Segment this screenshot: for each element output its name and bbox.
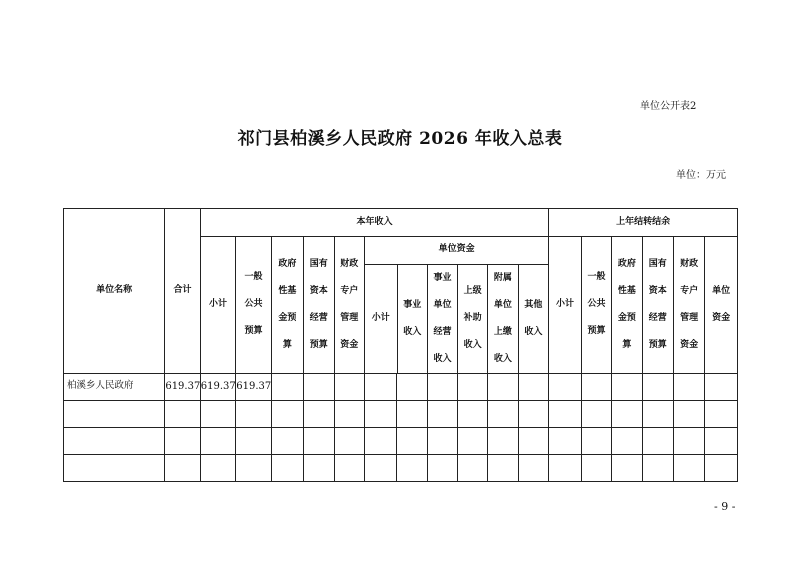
empty-cell — [673, 427, 704, 454]
header-line: 资金 — [340, 339, 359, 350]
empty-cell — [271, 454, 303, 481]
empty-cell — [364, 427, 396, 454]
empty-cell — [236, 454, 271, 481]
uf-subtotal: 小计 — [365, 264, 397, 373]
empty-cell — [705, 454, 738, 481]
empty-cell — [271, 373, 303, 400]
empty-cell — [458, 400, 488, 427]
cur-general-budget — [236, 237, 271, 374]
header-line: 资金 — [712, 312, 731, 323]
empty-row — [64, 454, 738, 481]
row-total: 619.37 — [165, 373, 200, 400]
header-line: 上缴 — [493, 326, 512, 337]
uf-operating-income — [427, 264, 457, 373]
empty-cell — [642, 454, 673, 481]
empty-row — [64, 400, 738, 427]
header-line: 政府 — [278, 258, 297, 269]
py-general-budget — [581, 237, 611, 374]
empty-cell — [581, 400, 611, 427]
uf-affiliate-payment — [488, 264, 518, 373]
uf-superior-subsidy-text — [464, 278, 482, 359]
header-line: 一般 — [587, 272, 606, 283]
uf-other-income-text — [524, 292, 542, 346]
header-line: 金预 — [617, 312, 636, 323]
header-line: 预算 — [244, 326, 263, 337]
group-current-year: 本年收入 — [200, 209, 549, 237]
empty-cell — [427, 373, 457, 400]
header-line: 经营 — [648, 312, 667, 323]
py-subtotal: 小计 — [549, 237, 581, 374]
income-summary-table — [63, 208, 738, 482]
header-line: 收入 — [524, 326, 543, 337]
header-line: 算 — [622, 339, 632, 350]
cur-state-capital-text — [310, 251, 328, 359]
header-line: 性基 — [278, 285, 297, 296]
page-number: - 9 - — [714, 500, 736, 513]
empty-cell — [549, 400, 581, 427]
header-line: 专户 — [680, 285, 699, 296]
empty-cell — [518, 454, 548, 481]
empty-cell — [705, 427, 738, 454]
header-line: 收入 — [493, 353, 512, 364]
empty-cell — [642, 373, 673, 400]
header-line: 政府 — [617, 258, 636, 269]
py-state-capital — [642, 237, 673, 374]
header-line: 算 — [282, 339, 292, 350]
empty-cell — [581, 454, 611, 481]
empty-cell — [705, 400, 738, 427]
empty-cell — [304, 373, 334, 400]
empty-cell — [165, 454, 200, 481]
header-line: 上级 — [463, 286, 482, 296]
header-line: 财政 — [680, 258, 699, 269]
table-row — [64, 373, 738, 400]
header-line: 附属 — [493, 272, 512, 283]
header-line: 国有 — [309, 258, 328, 269]
empty-cell — [334, 454, 364, 481]
header-line: 资本 — [648, 285, 667, 296]
empty-cell — [236, 400, 271, 427]
empty-cell — [397, 427, 427, 454]
header-line: 事业 — [403, 299, 422, 310]
empty-cell — [165, 400, 200, 427]
empty-cell — [64, 454, 165, 481]
row-general-budget: 619.37 — [236, 373, 271, 400]
empty-cell — [334, 373, 364, 400]
empty-cell — [488, 373, 518, 400]
unit-funds-block — [364, 237, 548, 374]
py-unit-funds-text — [712, 278, 730, 332]
cur-gov-fund — [271, 237, 303, 374]
py-special-mgmt-text — [680, 251, 698, 359]
empty-cell — [427, 427, 457, 454]
cur-subtotal: 小计 — [200, 237, 235, 374]
empty-cell — [549, 427, 581, 454]
empty-cell — [642, 400, 673, 427]
py-gov-fund — [612, 237, 642, 374]
unit-label: 单位：万元 — [676, 170, 726, 181]
header-line: 经营 — [433, 326, 452, 337]
empty-cell — [271, 427, 303, 454]
header-line: 预算 — [648, 339, 667, 350]
empty-cell — [304, 454, 334, 481]
cur-special-mgmt — [334, 237, 364, 374]
empty-cell — [200, 427, 235, 454]
empty-cell — [334, 400, 364, 427]
py-unit-funds — [705, 237, 738, 374]
empty-cell — [612, 454, 642, 481]
cur-general-budget-text — [244, 264, 262, 345]
header-line: 金预 — [278, 312, 297, 323]
empty-cell — [458, 454, 488, 481]
empty-cell — [271, 400, 303, 427]
uf-affiliate-payment-text — [494, 265, 512, 373]
uf-operating-income-text — [433, 265, 451, 373]
empty-cell — [488, 400, 518, 427]
header-line: 其他 — [524, 299, 543, 310]
header-line: 管理 — [340, 312, 359, 323]
group-prior-year: 上年结转结余 — [549, 209, 738, 237]
form-number: 单位公开表2 — [640, 101, 697, 112]
header-line: 预算 — [309, 339, 328, 350]
py-state-capital-text — [649, 251, 667, 359]
header-line: 预算 — [587, 326, 606, 337]
empty-cell — [612, 427, 642, 454]
empty-cell — [642, 427, 673, 454]
empty-cell — [236, 427, 271, 454]
py-gov-fund-text — [618, 251, 636, 359]
row-unit-name: 柏溪乡人民政府 — [64, 373, 165, 400]
empty-cell — [518, 427, 548, 454]
empty-cell — [427, 454, 457, 481]
header-line: 事业 — [433, 272, 452, 283]
header-line: 性基 — [617, 285, 636, 296]
empty-cell — [64, 400, 165, 427]
empty-cell — [200, 400, 235, 427]
header-line: 资金 — [680, 339, 699, 350]
cur-state-capital — [304, 237, 334, 374]
empty-cell — [364, 373, 396, 400]
header-line: 收入 — [433, 353, 452, 364]
header-line: 一般 — [244, 272, 263, 283]
empty-cell — [549, 454, 581, 481]
header-line: 公共 — [244, 299, 263, 310]
empty-cell — [518, 373, 548, 400]
header-line: 财政 — [340, 258, 359, 269]
empty-cell — [397, 454, 427, 481]
header-line: 单位 — [712, 285, 731, 296]
row-subtotal: 619.37 — [200, 373, 235, 400]
cur-special-mgmt-text — [340, 251, 358, 359]
empty-cell — [612, 400, 642, 427]
header-line: 公共 — [587, 299, 606, 310]
empty-cell — [518, 400, 548, 427]
col-total: 合计 — [165, 209, 200, 374]
header-line: 管理 — [680, 312, 699, 323]
empty-cell — [612, 373, 642, 400]
empty-cell — [397, 400, 427, 427]
empty-cell — [364, 454, 396, 481]
empty-cell — [673, 454, 704, 481]
empty-cell — [488, 454, 518, 481]
header-line: 经营 — [309, 312, 328, 323]
empty-cell — [458, 427, 488, 454]
header-line: 收入 — [403, 326, 422, 337]
empty-cell — [397, 373, 427, 400]
uf-business-income-text — [403, 292, 421, 346]
header-line: 收入 — [463, 340, 482, 350]
empty-cell — [364, 400, 396, 427]
header-line: 资本 — [309, 285, 328, 296]
header-line: 单位 — [493, 299, 512, 310]
empty-cell — [705, 373, 738, 400]
header-line: 专户 — [340, 285, 359, 296]
empty-cell — [64, 427, 165, 454]
empty-cell — [427, 400, 457, 427]
empty-cell — [304, 427, 334, 454]
header-line: 单位 — [433, 299, 452, 310]
empty-cell — [581, 427, 611, 454]
empty-cell — [673, 373, 704, 400]
cur-gov-fund-text — [278, 251, 296, 359]
uf-superior-subsidy — [458, 264, 488, 373]
empty-cell — [304, 400, 334, 427]
page-title: 祁门县柏溪乡人民政府 2026 年收入总表 — [237, 129, 563, 149]
header-line: 补助 — [463, 313, 482, 323]
py-special-mgmt — [673, 237, 704, 374]
uf-other-income — [518, 264, 548, 373]
empty-cell — [200, 454, 235, 481]
empty-row — [64, 427, 738, 454]
empty-cell — [488, 427, 518, 454]
empty-cell — [334, 427, 364, 454]
empty-cell — [673, 400, 704, 427]
uf-business-income — [397, 264, 427, 373]
empty-cell — [581, 373, 611, 400]
empty-cell — [549, 373, 581, 400]
py-general-budget-text — [587, 264, 605, 345]
col-unit-name: 单位名称 — [64, 209, 165, 374]
empty-cell — [165, 427, 200, 454]
header-line: 国有 — [648, 258, 667, 269]
empty-cell — [458, 373, 488, 400]
group-unit-funds: 单位资金 — [365, 237, 548, 264]
